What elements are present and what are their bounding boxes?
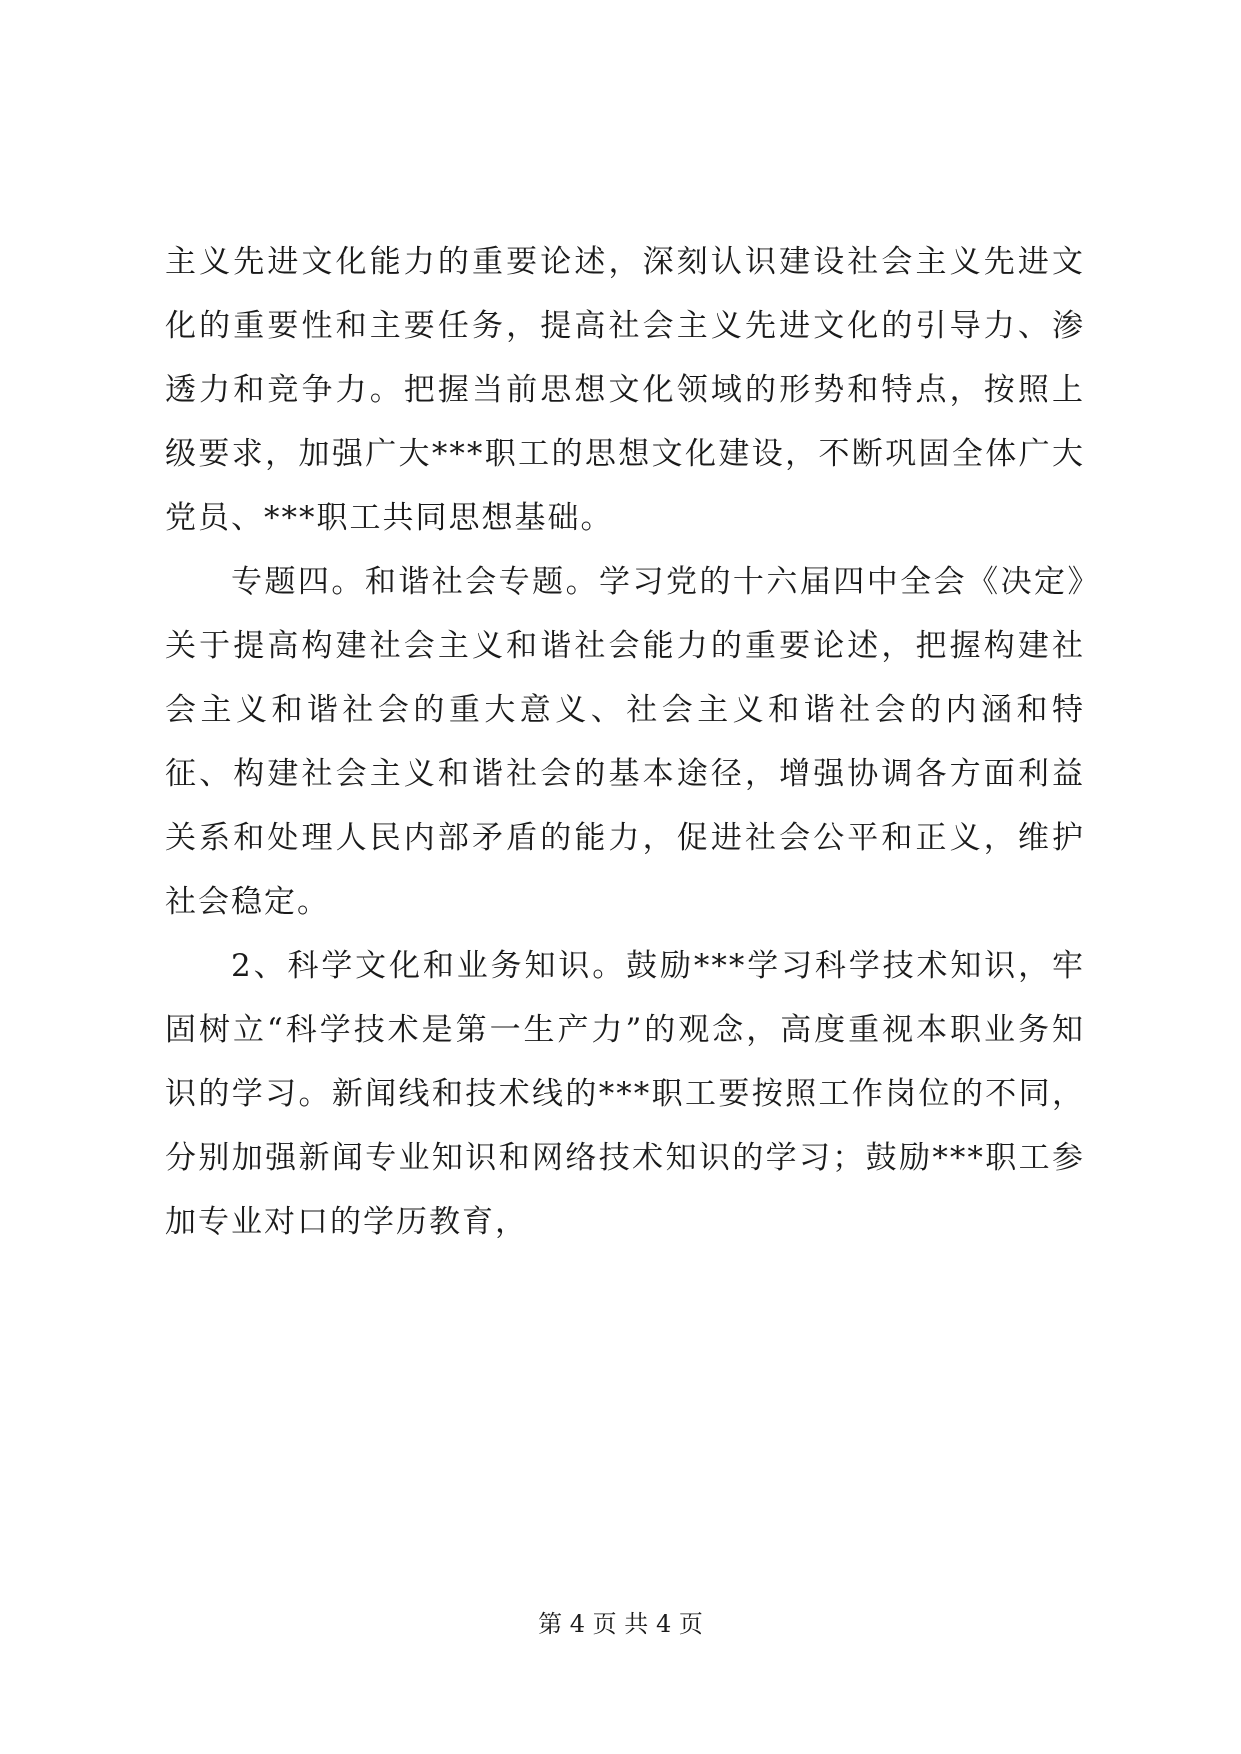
document-body (165, 230, 1085, 1254)
page-footer (0, 1608, 1241, 1640)
paragraph-science-culture: 2、科学文化和业务知识。鼓励***学习科学技术知识，牢固树立“科学技术是第一生产力”的观念，高度重视本职业务知识的学习。新闻线和技术线的***职工要按照工作岗位的不同，分别加强新闻专业知识和网络技术知识的学习；鼓励***职工参加专业对口的学历教育， (165, 948, 1085, 1240)
paragraph-topic-four: 专题四。和谐社会专题。学习党的十六届四中全会《决定》关于提高构建社会主义和谐社会能力的重要论述，把握构建社会主义和谐社会的重大意义、社会主义和谐社会的内涵和特征、构建社会主义和谐社会的基本途径，增强协调各方面利益关系和处理人民内部矛盾的能力，促进社会公平和正义，维护社会稳定。 (165, 564, 1085, 920)
page-number: 第 4 页 共 4 页 (538, 1610, 703, 1638)
paragraph-continuation: 主义先进文化能力的重要论述，深刻认识建设社会主义先进文化的重要性和主要任务，提高社会主义先进文化的引导力、渗透力和竞争力。把握当前思想文化领域的形势和特点，按照上级要求，加强广大***职工的思想文化建设，不断巩固全体广大党员、***职工共同思想基础。 (165, 244, 1085, 536)
